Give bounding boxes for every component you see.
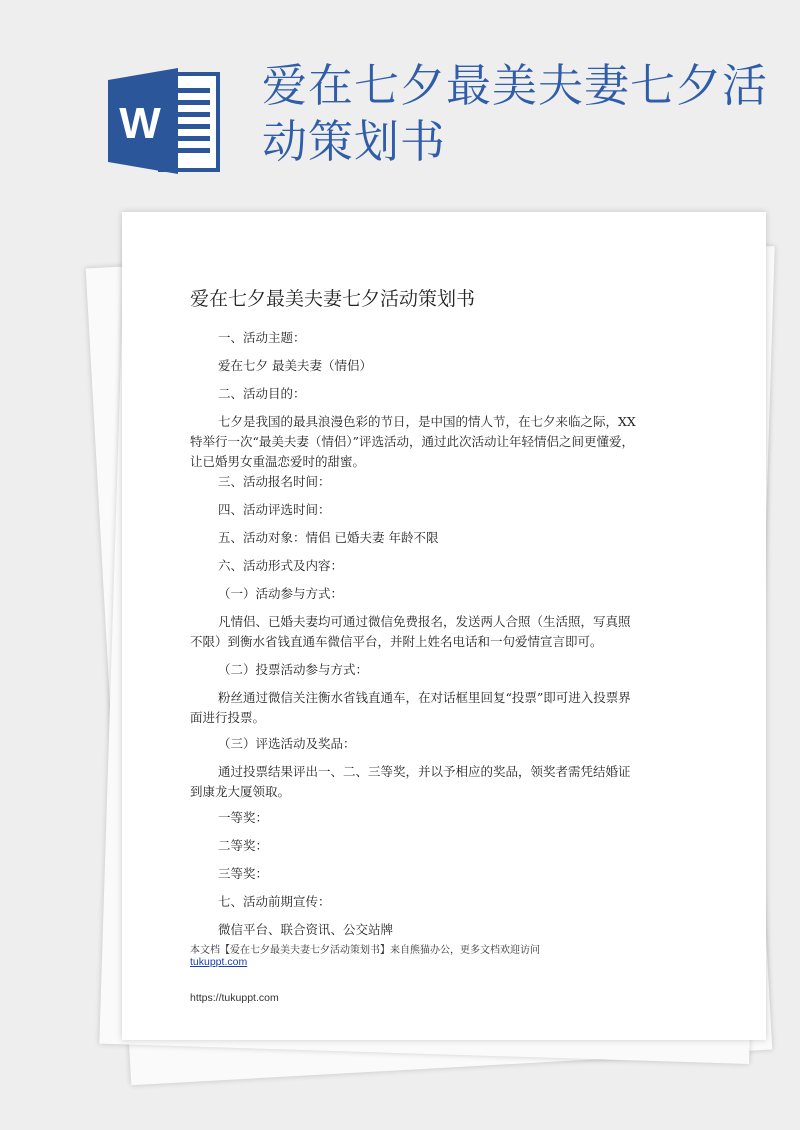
section-heading: 七、活动前期宣传： bbox=[218, 894, 331, 909]
footer-link[interactable]: tukuppt.com bbox=[190, 956, 248, 968]
section-heading: 三、活动报名时间： bbox=[218, 474, 331, 489]
svg-text:W: W bbox=[119, 99, 161, 148]
prize-item: 三等奖： bbox=[218, 866, 269, 881]
page-title: 爱在七夕最美夫妻七夕活动策划书 bbox=[262, 59, 769, 168]
section-heading: 六、活动形式及内容： bbox=[218, 558, 344, 573]
section-heading: 四、活动评选时间： bbox=[218, 502, 331, 517]
prize-item: 二等奖： bbox=[218, 838, 269, 853]
subsection-heading: （三）评选活动及奖品： bbox=[218, 736, 356, 751]
section-heading: 一、活动主题： bbox=[218, 330, 306, 345]
paragraph: 七夕是我国的最具浪漫色彩的节日，是中国的情人节，在七夕来临之际，XX特举行一次“最美夫妻（情侣）”评选活动，通过此次活动让年轻情侣之间更懂爱，让已婚男女重温恋爱时的甜蜜。 bbox=[190, 414, 636, 469]
document-title: 爱在七夕最美夫妻七夕活动策划书 bbox=[190, 288, 476, 310]
subsection-heading: （二）投票活动参与方式： bbox=[218, 662, 369, 677]
paragraph: 通过投票结果评出一、二、三等奖，并以予相应的奖品，领奖者需凭结婚证到康龙大厦领取。 bbox=[190, 764, 631, 799]
word-document-icon bbox=[108, 66, 224, 176]
footer-url: https://tukuppt.com bbox=[190, 992, 279, 1004]
paragraph: 粉丝通过微信关注衡水省钱直通车，在对话框里回复“投票”即可进入投票界面进行投票。 bbox=[190, 690, 631, 725]
section-heading: 二、活动目的： bbox=[218, 386, 306, 401]
subsection-heading: （一）活动参与方式： bbox=[218, 586, 344, 601]
paragraph: 凡情侣、已婚夫妻均可通过微信免费报名，发送两人合照（生活照，写真照不限）到衡水省钱直通车微信平台，并附上姓名电话和一句爱情宣言即可。 bbox=[190, 614, 631, 649]
footer-note: 本文档【爱在七夕最美夫妻七夕活动策划书】来自熊猫办公，更多文档欢迎访问 bbox=[190, 945, 540, 956]
section-heading: 五、活动对象：情侣 已婚夫妻 年龄不限 bbox=[218, 530, 439, 545]
paragraph: 爱在七夕 最美夫妻（情侣） bbox=[218, 358, 372, 373]
paragraph: 微信平台、联合资讯、公交站牌 bbox=[218, 922, 394, 937]
prize-item: 一等奖： bbox=[218, 810, 269, 825]
